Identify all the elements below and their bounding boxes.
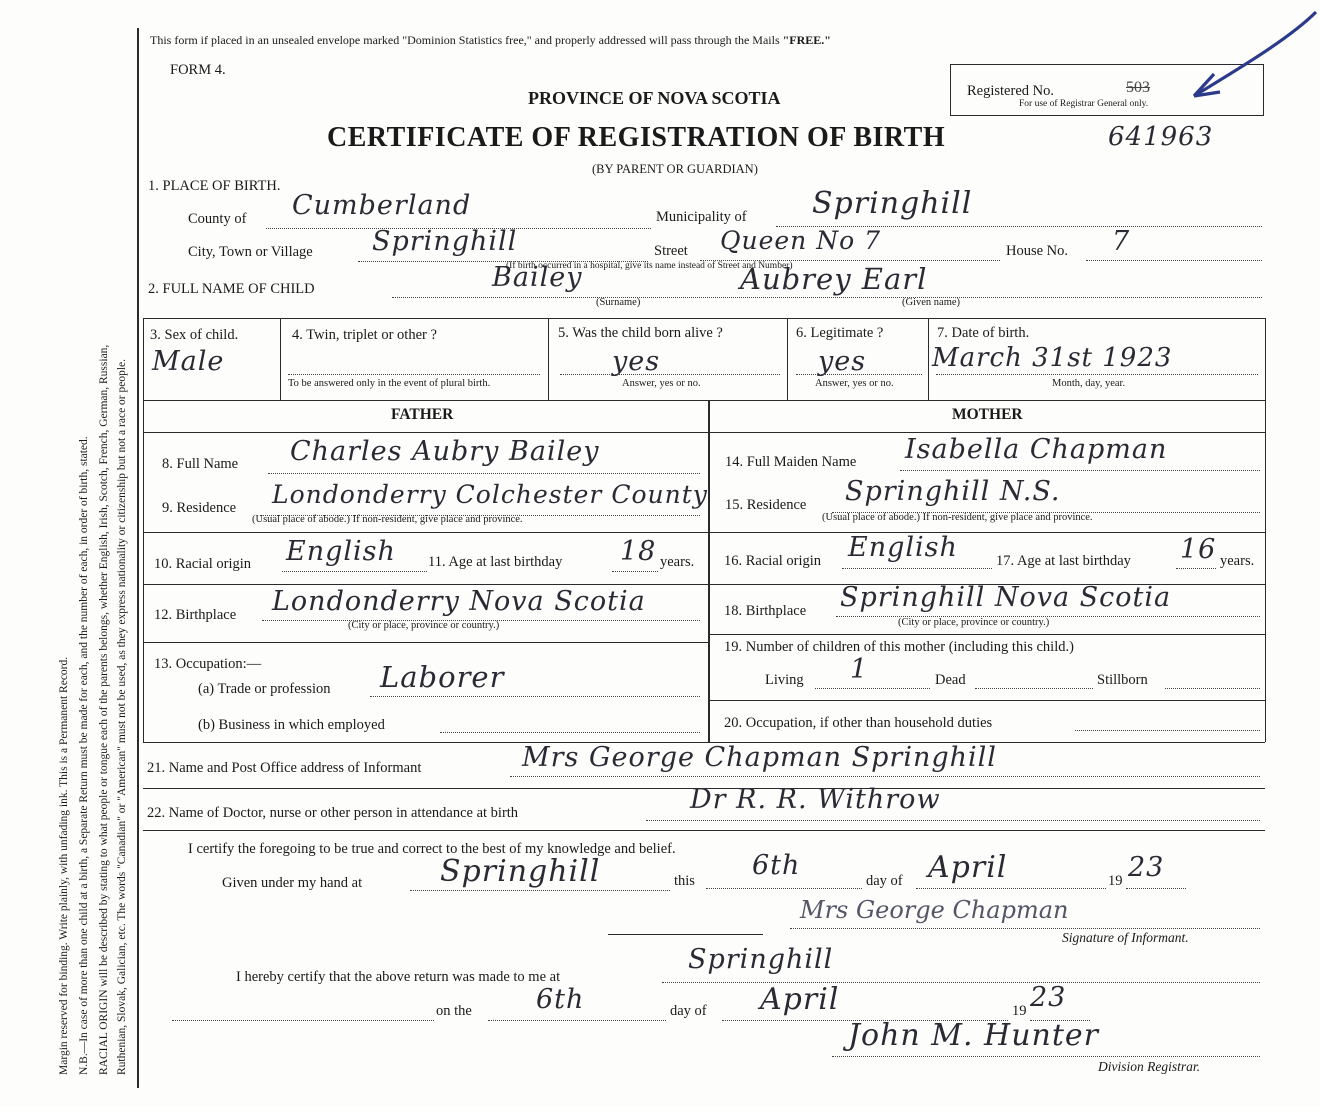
father-name-value: Charles Aubry Bailey <box>290 436 600 467</box>
informant-signature: Mrs George Chapman <box>800 896 1069 924</box>
father-birthplace-label: 12. Birthplace <box>154 607 237 623</box>
surname-caption: (Surname) <box>596 297 641 308</box>
day-of-label: day of <box>866 873 903 889</box>
sex-value: Male <box>152 346 225 377</box>
certificate-title: CERTIFICATE OF REGISTRATION OF BIRTH <box>327 122 946 153</box>
mother-living-label: Living <box>765 672 804 688</box>
doctor-label: 22. Name of Doctor, nurse or other person in attendance at birth <box>147 805 519 821</box>
legitimate-note: Answer, yes or no. <box>815 378 894 389</box>
registrar-year-prefix: 19 <box>1012 1003 1027 1019</box>
father-racial-label: 10. Racial origin <box>154 556 252 572</box>
mother-dead-label: Dead <box>935 672 966 688</box>
certify-month-value: April <box>928 850 1008 885</box>
informant-label: 21. Name and Post Office address of Informant <box>147 760 422 776</box>
registrar-year-value: 23 <box>1030 982 1067 1013</box>
street-label: Street <box>654 243 688 259</box>
mother-stillborn-label: Stillborn <box>1097 672 1148 688</box>
father-birthplace-value: Londonderry Nova Scotia <box>272 586 646 617</box>
mother-residence-value: Springhill N.S. <box>845 476 1061 507</box>
child-surname-value: Bailey <box>492 262 583 293</box>
certify-year-prefix: 19 <box>1108 873 1123 889</box>
twin-note: To be answered only in the event of plural birth. <box>288 378 491 389</box>
registrar-caption: Division Registrar. <box>1098 1059 1201 1074</box>
informant-value: Mrs George Chapman Springhill <box>522 742 997 773</box>
father-residence-value: Londonderry Colchester County <box>272 480 708 509</box>
street-value: Queen No 7 <box>720 226 882 255</box>
sex-label: 3. Sex of child. <box>150 327 239 343</box>
father-age-value: 18 <box>620 536 657 567</box>
place-of-birth-heading: 1. PLACE OF BIRTH. <box>148 178 281 194</box>
father-residence-note: (Usual place of abode.) If non-resident, give place and province. <box>252 514 523 525</box>
legitimate-value: yes <box>818 346 867 377</box>
mother-heading: MOTHER <box>952 406 1023 423</box>
certify-year-value: 23 <box>1128 852 1165 883</box>
father-trade-value: Laborer <box>380 660 505 694</box>
certify-statement: I certify the foregoing to be true and correct to the best of my knowledge and belief. <box>188 841 676 857</box>
province-title: PROVINCE OF NOVA SCOTIA <box>528 88 781 108</box>
alive-value: yes <box>612 346 661 377</box>
certificate-number: 641963 <box>1108 122 1214 152</box>
child-name-label: 2. FULL NAME OF CHILD <box>148 281 315 297</box>
mother-years-label: years. <box>1220 553 1255 569</box>
city-value: Springhill <box>372 226 518 257</box>
mother-birthplace-note: (City or place, province or country.) <box>898 617 1050 628</box>
given-under-label: Given under my hand at <box>222 875 363 891</box>
dob-value: March 31st 1923 <box>932 343 1173 373</box>
registrar-signature: John M. Hunter <box>848 1018 1100 1053</box>
mail-notice: This form if placed in an unsealed envelope marked "Dominion Statistics free," and properly addressed will pass through the Mails "FREE." <box>150 33 831 47</box>
registrar-place-value: Springhill <box>688 944 834 975</box>
registered-label: Registered No. <box>967 83 1054 99</box>
margin-note-racial-origin: RACIAL ORIGIN will be described by stating to what people or tongue each of the parents belongs, whether English, Irish, Scotch, French, German, Russian, <box>98 344 110 1075</box>
form-left-border <box>137 28 139 1088</box>
twin-label: 4. Twin, triplet or other ? <box>292 327 437 343</box>
registrar-statement: I hereby certify that the above return was made to me at <box>236 969 561 985</box>
father-racial-value: English <box>286 536 396 567</box>
father-business-label: (b) Business in which employed <box>198 717 385 733</box>
house-no-label: House No. <box>1006 243 1069 259</box>
alive-label: 5. Was the child born alive ? <box>558 325 723 341</box>
city-label: City, Town or Village <box>188 244 313 260</box>
registrar-month-value: April <box>760 982 840 1017</box>
mother-living-value: 1 <box>850 654 869 685</box>
dob-note: Month, day, year. <box>1052 378 1126 389</box>
mother-residence-label: 15. Residence <box>725 497 807 513</box>
municipality-value: Springhill <box>812 186 973 221</box>
legitimate-label: 6. Legitimate ? <box>796 325 884 341</box>
on-the-label: on the <box>436 1003 472 1019</box>
mother-name-label: 14. Full Maiden Name <box>725 454 857 470</box>
margin-note-multiple-births: N.B.—In case of more than one child at a birth, a Separate Return must be made for each, and the number of each, in order of birth, stated. <box>78 436 90 1075</box>
mother-birthplace-label: 18. Birthplace <box>724 603 807 619</box>
father-trade-label: (a) Trade or profession <box>198 681 331 697</box>
certify-day-value: 6th <box>752 850 801 881</box>
mother-children-label: 19. Number of children of this mother (including this child.) <box>724 639 1074 655</box>
house-no-value: 7 <box>1112 226 1131 257</box>
subtitle: (BY PARENT OR GUARDIAN) <box>592 162 758 176</box>
doctor-value: Dr R. R. Withrow <box>690 784 941 815</box>
father-years-label: years. <box>660 554 695 570</box>
mother-residence-note: (Usual place of abode.) If non-resident, give place and province. <box>822 512 1093 523</box>
mother-age-value: 16 <box>1180 534 1217 565</box>
dob-label: 7. Date of birth. <box>937 325 1030 341</box>
county-label: County of <box>188 211 247 227</box>
county-value: Cumberland <box>292 190 472 221</box>
municipality-label: Municipality of <box>656 209 747 225</box>
father-residence-label: 9. Residence <box>162 500 237 516</box>
mother-name-value: Isabella Chapman <box>905 434 1168 465</box>
mother-birthplace-value: Springhill Nova Scotia <box>840 582 1172 613</box>
child-given-value: Aubrey Earl <box>740 262 928 296</box>
father-heading: FATHER <box>391 406 454 423</box>
hospital-note: (If birth occurred in a hospital, give its name instead of Street and Number) <box>506 261 793 271</box>
registrar-day-of-label: day of <box>670 1003 707 1019</box>
arrow-mark-icon <box>1180 8 1320 104</box>
informant-signature-caption: Signature of Informant. <box>1062 930 1189 945</box>
given-caption: (Given name) <box>902 297 961 308</box>
father-name-label: 8. Full Name <box>162 456 239 472</box>
father-birthplace-note: (City or place, province or country.) <box>348 620 500 631</box>
registrar-note: For use of Registrar General only. <box>1019 99 1149 109</box>
form-number: FORM 4. <box>170 62 226 78</box>
margin-note-racial-origin-2: Ruthenian, Slovak, Galician, etc. The words "Canadian" or "American" must not be used, as they express nationality or citizenship but not a race or people. <box>116 358 128 1075</box>
alive-note: Answer, yes or no. <box>622 378 701 389</box>
margin-note-binding: Margin reserved for binding. Write plainly, with unfading ink. This is a Permanent Record. <box>58 656 70 1075</box>
registrar-day-value: 6th <box>536 984 585 1015</box>
mother-racial-label: 16. Racial origin <box>724 553 822 569</box>
registered-value: 503 <box>1126 79 1150 96</box>
given-place-value: Springhill <box>440 854 601 889</box>
mother-racial-value: English <box>848 532 958 563</box>
father-occupation-label: 13. Occupation:— <box>154 656 262 672</box>
mother-occupation-label: 20. Occupation, if other than household duties <box>724 715 993 731</box>
this-label: this <box>674 873 695 889</box>
father-age-label: 11. Age at last birthday <box>428 554 563 570</box>
mother-age-label: 17. Age at last birthday <box>996 553 1131 569</box>
